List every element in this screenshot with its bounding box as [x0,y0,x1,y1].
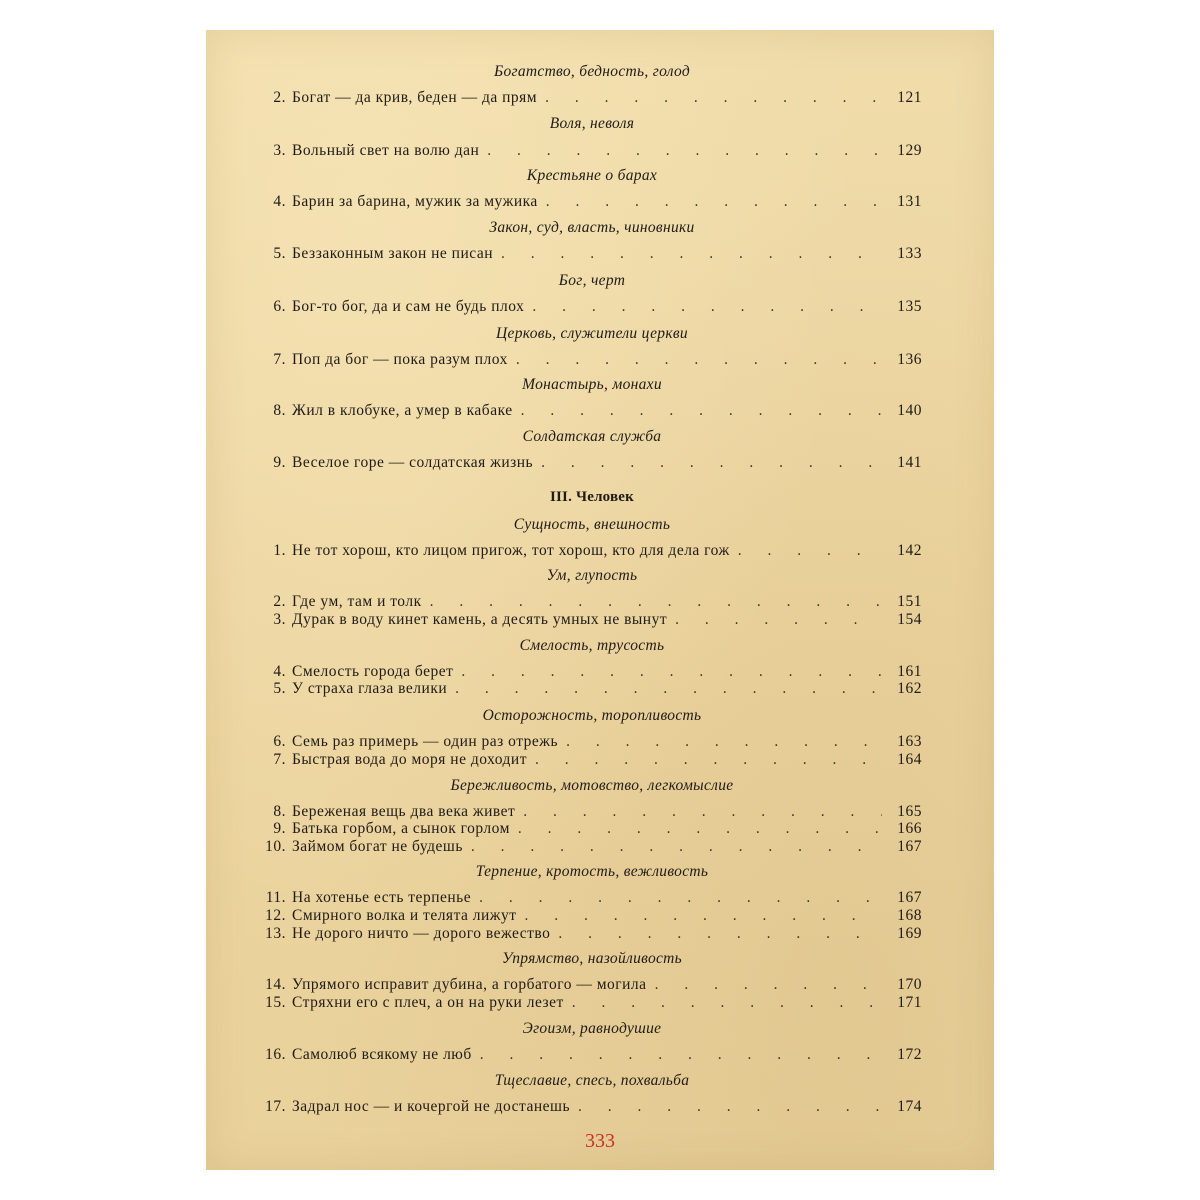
section-title: Упрямство, назойливость [501,950,683,967]
entry-title: Не тот хорош, кто лицом пригож, тот хорош, кто для дела гож [292,542,730,559]
section-title: Бережливость, мотовство, легкомыслие [450,777,734,794]
entry-title: Беззаконным закон не писан [292,245,494,262]
entry-title: У страха глаза велики [292,680,448,697]
entry-page: 167 [897,838,922,855]
entry-page: 135 [897,298,922,315]
dot-leader [558,925,882,943]
section-title: Богатство, бедность, голод [494,63,690,80]
entry-page: 167 [897,889,922,906]
dot-leader [545,89,882,107]
dot-leader [461,663,882,681]
toc-entry [262,925,922,943]
dot-leader [738,542,882,560]
entry-title: Батька горбом, а сынок горлом [292,820,510,837]
dot-leader [516,351,882,369]
entry-page: 161 [897,663,922,680]
entry-title: Бог-то бог, да и сам не будь плох [292,298,525,315]
toc-entry [262,733,922,751]
entry-number: 6. [273,298,286,315]
toc-entry [262,820,922,838]
entry-number: 4. [273,193,286,210]
dot-leader [487,142,882,160]
entry-number: 2. [273,89,286,106]
entry-title: Береженая вещь два века живет [292,803,516,820]
entry-number: 1. [273,542,286,559]
section-title: Солдатская служба [522,428,662,445]
section-title: Монастырь, монахи [522,376,662,393]
entry-page: 136 [897,351,922,368]
entry-number: 8. [273,402,286,419]
dot-leader [541,454,882,472]
entry-page: 166 [897,820,922,837]
section-title: Сущность, внешность [513,516,671,533]
entry-number: 5. [273,245,286,262]
entry-title: Быстрая вода до моря не доходит [292,751,527,768]
dot-leader [566,733,882,751]
section-title: Церковь, служители церкви [496,325,688,342]
toc-entry [262,1046,922,1064]
part-title: III. Человек [549,489,635,505]
entry-number: 15. [265,994,286,1011]
entry-page: 142 [897,542,922,559]
dot-leader [655,976,882,994]
entry-number: 12. [265,907,286,924]
book-page [206,30,994,1170]
dot-leader [430,593,882,611]
section-title: Бог, черт [558,272,626,289]
entry-number: 11. [265,889,286,906]
entry-title: Поп да бог — пока разум плох [292,351,508,368]
toc-entry [262,402,922,420]
entry-page: 121 [897,89,922,106]
toc-entry [262,751,922,769]
toc-entry [262,976,922,994]
toc-entry [262,1098,922,1116]
entry-page: 174 [897,1098,922,1115]
entry-number: 7. [273,751,286,768]
section-title: Воля, неволя [549,115,635,132]
entry-number: 6. [273,733,286,750]
toc-entry [262,245,922,263]
entry-page: 169 [897,925,922,942]
dot-leader [675,611,882,629]
entry-number: 9. [273,820,286,837]
toc-entry [262,994,922,1012]
toc-entry [262,611,922,629]
entry-page: 172 [897,1046,922,1063]
entry-number: 8. [273,803,286,820]
dot-leader [523,803,882,821]
entry-title: Самолюб всякому не люб [292,1046,472,1063]
entry-page: 165 [897,803,922,820]
page-number: 333 [585,1130,615,1152]
dot-leader [455,680,882,698]
toc-entry [262,680,922,698]
entry-number: 17. [265,1098,286,1115]
entry-title: Вольный свет на волю дан [292,142,480,159]
dot-leader [535,751,882,769]
entry-title: Дурак в воду кинет камень, а десять умных не вынут [292,611,668,628]
section-title: Крестьяне о барах [526,167,658,184]
entry-title: Стряхни его с плеч, а он на руки лезет [292,994,564,1011]
dot-leader [471,838,882,856]
dot-leader [572,994,882,1012]
entry-number: 10. [265,838,286,855]
section-title: Ум, глупость [546,567,638,584]
entry-number: 4. [273,663,286,680]
entry-page: 151 [897,593,922,610]
section-title: Осторожность, торопливость [482,707,702,724]
entry-page: 129 [897,142,922,159]
entry-title: Смирного волка и телята лижут [292,907,517,924]
entry-page: 131 [897,193,922,210]
entry-page: 141 [897,454,922,471]
entry-title: Не дорого ничто — дорого вежество [292,925,551,942]
entry-page: 162 [897,680,922,697]
entry-title: Где ум, там и толк [292,593,422,610]
toc-entry [262,89,922,107]
entry-page: 154 [897,611,922,628]
entry-number: 2. [273,593,286,610]
dot-leader [501,245,882,263]
entry-number: 16. [265,1046,286,1063]
toc-entry [262,193,922,211]
entry-page: 163 [897,733,922,750]
dot-leader [546,193,882,211]
toc-entry [262,593,922,611]
entry-number: 5. [273,680,286,697]
entry-title: Веселое горе — солдатская жизнь [292,454,534,471]
entry-number: 3. [273,142,286,159]
toc-entry [262,838,922,856]
entry-title: Упрямого исправит дубина, а горбатого — могила [292,976,647,993]
entry-title: Задрал нос — и кочергой не достанешь [292,1098,571,1115]
section-title: Закон, суд, власть, чиновники [489,219,695,236]
toc-entry [262,351,922,369]
dot-leader [532,298,882,316]
entry-number: 7. [273,351,286,368]
toc-entry [262,803,922,821]
entry-number: 9. [273,454,286,471]
entry-page: 133 [897,245,922,262]
section-title: Терпение, кротость, вежливость [475,863,709,880]
dot-leader [578,1098,882,1116]
entry-page: 140 [897,402,922,419]
entry-page: 170 [897,976,922,993]
toc-entry [262,454,922,472]
entry-title: Займом богат не будешь [292,838,463,855]
dot-leader [525,907,882,925]
entry-page: 171 [897,994,922,1011]
entry-number: 13. [265,925,286,942]
toc-entry [262,889,922,907]
entry-page: 164 [897,751,922,768]
dot-leader [518,820,882,838]
toc-entry [262,298,922,316]
entry-title: Жил в клобуке, а умер в кабаке [292,402,513,419]
section-title: Смелость, трусость [519,637,665,654]
toc-entry [262,142,922,160]
dot-leader [479,889,882,907]
entry-page: 168 [897,907,922,924]
toc-entry [262,663,922,681]
entry-number: 3. [273,611,286,628]
entry-title: Смелость города берет [292,663,454,680]
section-title: Тщеславие, спесь, похвальба [494,1072,690,1089]
toc-entry [262,907,922,925]
section-title: Эгоизм, равнодушие [522,1020,662,1037]
toc-entry [262,542,922,560]
entry-number: 14. [265,976,286,993]
entry-title: Богат — да крив, беден — да прям [292,89,538,106]
dot-leader [480,1046,882,1064]
entry-title: Барин за барина, мужик за мужика [292,193,538,210]
entry-title: Семь раз примерь — один раз отрежь [292,733,559,750]
dot-leader [521,402,882,420]
entry-title: На хотенье есть терпенье [292,889,472,906]
